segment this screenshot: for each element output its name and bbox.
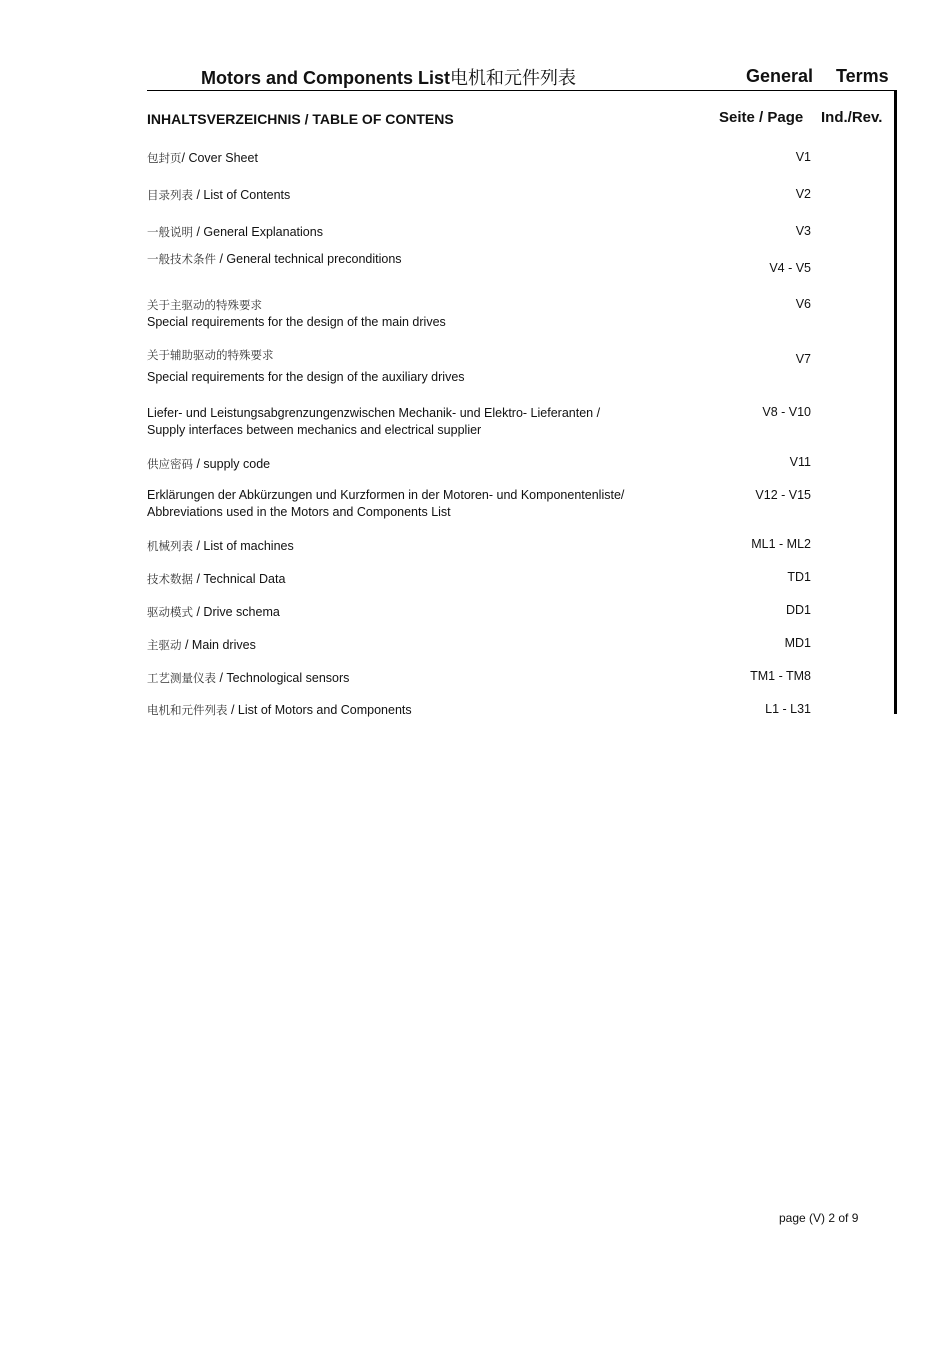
toc-entry-label-cn: 工艺测量仪表 [147,671,216,685]
toc-entry-page: V1 [795,150,811,164]
toc-entry-general-explanations [147,224,323,241]
toc-entry-label: / Cover Sheet [181,151,258,165]
toc-entry-cover-sheet [147,150,258,167]
toc-entry-label-de: Erklärungen der Abkürzungen und Kurzformen in der Motoren- und Komponentenliste/ [147,488,625,502]
toc-entry-label-cn: 关于主驱动的特殊要求 [147,298,262,312]
toc-entry-drive-schema [147,604,280,621]
toc-entry-label: / List of Motors and Components [227,703,412,717]
toc-entry-page: TD1 [787,570,811,584]
toc-entry-supply-interfaces [147,405,600,439]
column-header-revision: Ind./Rev. [821,109,883,126]
toc-entry-page: DD1 [785,603,811,617]
toc-entry-label-de: Liefer- und Leistungsabgrenzungenzwischen Mechanik- und Elektro- Lieferanten / [147,406,601,420]
toc-entry-label: / Technical Data [193,572,286,586]
toc-entry-page: V8 - V10 [762,405,811,419]
header-divider [147,90,897,91]
page-number: page (V) 2 of 9 [779,1211,859,1225]
toc-entry-technical-data [147,571,285,588]
document-title-cn: 电机和元件列表 [450,68,576,89]
column-header-page: Seite / Page [719,109,804,126]
toc-entry-label-cn: 电机和元件列表 [147,703,228,717]
toc-entry-list-of-machines [147,538,294,555]
toc-entry-label-cn: 技术数据 [147,572,193,586]
toc-entry-auxiliary-drives-requirements [147,347,465,386]
toc-entry-label: Special requirements for the design of the main drives [147,315,446,329]
toc-entry-label: / supply code [193,457,271,471]
toc-entry-list-of-contents [147,187,290,204]
toc-entry-technical-preconditions [147,251,402,268]
toc-entry-label-cn: 驱动模式 [147,605,193,619]
toc-entry-page: V7 [795,352,811,366]
toc-entry-page: V4 - V5 [769,261,811,275]
toc-entry-main-drives-requirements [147,297,446,331]
toc-heading: INHALTSVERZEICHNIS / TABLE OF CONTENS [147,111,454,127]
toc-entry-label: / List of machines [193,539,294,553]
toc-entry-label: Abbreviations used in the Motors and Components List [147,505,451,519]
toc-entry-page: V6 [795,297,811,311]
toc-entry-motors-and-components [147,702,412,719]
toc-entry-label: / Technological sensors [216,671,350,685]
toc-entry-page: TM1 - TM8 [750,669,811,683]
toc-entry-label-cn: 包封页 [147,151,182,165]
toc-entry-technological-sensors [147,670,349,687]
toc-entry-label-cn: 关于辅助驱动的特殊要求 [147,348,274,362]
toc-entry-page: V12 - V15 [755,488,811,502]
toc-entry-label: / Drive schema [193,605,280,619]
toc-entry-label: / List of Contents [193,188,291,202]
right-margin-bar [894,90,897,714]
toc-entry-page: V3 [795,224,811,238]
document-title-en: Motors and Components List [201,68,450,88]
toc-entry-page: MD1 [784,636,811,650]
toc-entry-page: L1 - L31 [765,702,811,716]
toc-entry-abbreviations [147,487,624,521]
header-general: General [746,66,814,86]
toc-entry-label: / General Explanations [193,225,323,239]
toc-entry-label: / Main drives [181,638,256,652]
toc-entry-page: V11 [789,455,811,469]
toc-entry-label-cn: 一般技术条件 [147,252,216,266]
toc-entry-label-cn: 主驱动 [147,638,182,652]
toc-entry-main-drives [147,637,256,654]
toc-entry-supply-code [147,456,270,473]
toc-entry-label-cn: 机械列表 [147,539,193,553]
toc-entry-label: Special requirements for the design of the auxiliary drives [147,370,465,384]
toc-entry-label-cn: 目录列表 [147,188,193,202]
toc-entry-label: / General technical preconditions [216,252,402,266]
toc-entry-label-cn: 供应密码 [147,457,193,471]
header-terms: Terms [836,66,889,86]
toc-entry-page: V2 [795,187,811,201]
toc-entry-label: Supply interfaces between mechanics and electrical supplier [147,423,482,437]
toc-entry-label-cn: 一般说明 [147,225,193,239]
document-title [201,64,576,90]
toc-entry-page: ML1 - ML2 [751,537,811,551]
